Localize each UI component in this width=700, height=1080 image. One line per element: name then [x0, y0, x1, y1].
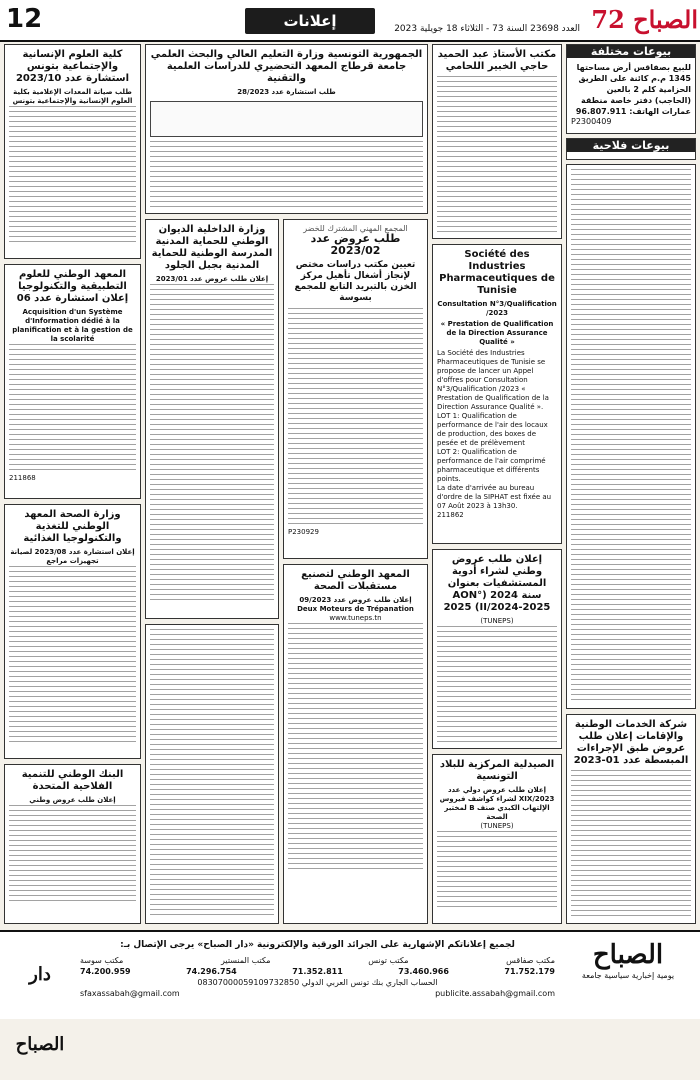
- ad-tag: (TUNEPS): [480, 822, 514, 830]
- ad-deadline: La date d'arrivée au bureau d'ordre de la SIPHAT est fixée au 07 Août 2023 à 13h30.: [437, 484, 552, 510]
- ad-expert-office: [432, 44, 562, 239]
- email-link[interactable]: publicite.assabah@gmail.com: [435, 989, 555, 998]
- body-text-block: [288, 308, 423, 528]
- ad-subtitle: (TUNEPS): [480, 617, 514, 625]
- ad-subtitle: طلب صيانة المعدات الإعلامية بكلية العلوم الإنسانية والإجتماعية بتونس: [12, 88, 133, 105]
- ad-humanities-faculty: [4, 44, 141, 259]
- logo-number: 72: [591, 5, 625, 34]
- ad-title: وزارة الداخلية الديوان الوطني للحماية المدنية المدرسة الوطنية للحماية المدنية بجبل الجلود: [151, 224, 273, 271]
- ad-health-institute: [283, 564, 428, 924]
- ad-siphat: [432, 244, 562, 544]
- ad-subtitle: إعلان طلب عروض عدد 2023/01: [155, 275, 269, 283]
- phone-number[interactable]: 74.296.754: [186, 967, 237, 976]
- ad-title: وزارة الصحة المعهد الوطني للتغذية والتكنولوجيا الغذائية: [23, 509, 122, 544]
- office-tunis: مكتب تونس: [368, 956, 409, 965]
- ad-heading: « Prestation de Qualification de la Direction Assurance Qualité »: [440, 320, 554, 346]
- ad-french-title: Acquisition d'un Système d'Information dédié à la planification et à la gestion de la scolarité: [12, 308, 133, 343]
- ad-subtitle: Consultation N°3/Qualification /2023: [437, 300, 557, 317]
- ad-title: بيوعات فلاحية: [567, 139, 695, 152]
- column-1: [566, 44, 696, 924]
- ad-central-pharmacy: [432, 754, 562, 924]
- column-2: [432, 44, 562, 924]
- page-header: [0, 0, 700, 42]
- footer-logo: الصباح: [592, 940, 664, 970]
- ad-code: P2300409: [571, 117, 612, 126]
- phone-number[interactable]: 74.200.959: [80, 967, 131, 976]
- ad-code: 211862: [437, 511, 464, 519]
- ad-subtitle: إعلان طلب عروض وطني: [29, 796, 116, 804]
- body-text-block: [437, 831, 557, 911]
- phone-number[interactable]: 71.752.179: [504, 967, 555, 976]
- ad-agri-listings: [566, 164, 696, 709]
- ad-agri-bank: [4, 764, 141, 924]
- ad-title: طلب عروض عدد 2023/02: [310, 232, 401, 257]
- office-sousse: مكتب سوسة: [80, 956, 124, 965]
- footer-offices: [80, 955, 555, 966]
- ad-title: البنك الوطني للتنمية الفلاحية المتحدة: [21, 769, 124, 792]
- ad-subtitle: إعلان طلب عروض عدد 09/2023: [299, 596, 412, 604]
- ad-title: كلية العلوم الإنسانية والإجتماعية بتونس استشارة عدد 2023/10: [15, 49, 130, 84]
- ad-services-notice: [566, 714, 696, 924]
- org-logo: المجمع المهني المشترك للخضر: [303, 224, 408, 233]
- body-text-block: [571, 770, 691, 920]
- phone-number[interactable]: 71.352.811: [292, 967, 343, 976]
- office-monastir: مكتب المنستير: [220, 956, 271, 965]
- ad-body: La Société des Industries Pharmaceutiques de Tunisie se propose de lancer un Appel d'offres pour Consultation N°3/Qualification /2023 « Prestation de Qualification de la Direction Assurance Qualité ».: [437, 349, 549, 411]
- footer-brand: [560, 940, 696, 1010]
- ad-subtitle: إعلان طلب عروض دولي عدد 2023/XIX لشراء كواشف فيروس الإلتهاب الكبدي صنف B لمختبر الصحة: [439, 786, 555, 821]
- body-text-block: [150, 629, 274, 919]
- ad-code: 211868: [9, 474, 36, 482]
- info-table: [150, 101, 423, 137]
- email-link[interactable]: sfaxassabah@gmail.com: [80, 989, 180, 998]
- ad-title: بيوعات مختلفة: [567, 45, 695, 58]
- column-4: [4, 44, 141, 924]
- ad-code: P230929: [288, 528, 319, 536]
- ad-brand: Deux Moteurs de Trépanation: [297, 605, 414, 613]
- footer-emails: [80, 988, 555, 999]
- ad-lot-2: LOT 2: Qualification de performance de l'air comprimé pharmaceutique et différents points.: [437, 448, 546, 483]
- ad-lot-1: LOT 1: Qualification de performance de l'air des locaux de production, des boxes de pesée et de prélèvement: [437, 412, 548, 447]
- column-3: [145, 44, 428, 924]
- ad-title: Société des Industries Pharmaceutiques de Tunisie: [439, 249, 555, 296]
- ad-title: مكتب الأستاذ عبد الحميد حاجي الخبير اللحامي: [437, 49, 557, 72]
- body-text-block: [437, 76, 557, 236]
- section-title: إعلانات: [245, 8, 375, 34]
- ad-title: المعهد الوطني للعلوم التطبيقية والتكنولوجيا إعلان استشارة عدد 06: [16, 269, 129, 304]
- ad-title: المعهد الوطني لتصنيع مستقبلات الصحة: [301, 569, 410, 592]
- body-text-block: [571, 169, 691, 704]
- ad-title: الصيدلية المركزية للبلاد التونسية: [439, 759, 555, 782]
- ad-body: للبيع بصفاقس أرض مساحتها 1345 م.م كائنة على الطريق الحزامية كلم 2 بالعين (الحاجب) دفتر خاصة منطقة عمارات الهاتف: 96.807.911: [575, 63, 691, 116]
- ad-misc-notices: [145, 624, 279, 924]
- ad-title: إعلان طلب عروض وطني لشراء أدوية المستشفيات بعنوان سنة 2024 (AON° II/2024-2025) 2025: [443, 554, 551, 613]
- ad-prep-institute: [145, 44, 428, 214]
- footer-phones: [80, 966, 555, 977]
- footer-slogan: لجميع إعلاناتكم الإشهارية على الجرائد الورقية والإلكترونية «دار الصباح» يرجى الإتصال بـ:: [120, 940, 515, 950]
- body-text-block: [150, 141, 423, 211]
- footer-tagline: يومية إخبارية سياسية جامعة: [581, 971, 675, 980]
- ad-hospital-drugs: [432, 549, 562, 749]
- footer-contacts: [80, 940, 555, 1010]
- ad-title: شركة الخدمات الوطنية والإقامات إعلان طلب عروض طبق الإجراءات المبسطة عدد 01-2023: [573, 719, 689, 766]
- ad-civil-protection: [145, 219, 279, 619]
- body-text-block: [9, 106, 136, 246]
- footer-dar-logo: دار الصباح: [15, 964, 65, 1055]
- phone-number[interactable]: 73.460.966: [398, 967, 449, 976]
- footer-account: الحساب الجاري بنك تونس العربي الدولي 08307000059109732850: [197, 978, 438, 987]
- ad-subtitle: طلب استشارة عدد 28/2023: [237, 88, 336, 96]
- page-number: 12: [6, 4, 43, 34]
- body-text-block: [288, 623, 423, 873]
- ad-website[interactable]: www.tuneps.tn: [329, 614, 382, 622]
- logo-word: الصباح: [633, 5, 698, 34]
- ad-nutrition-institute: [4, 504, 141, 759]
- body-text-block: [9, 805, 136, 905]
- page-footer: [0, 930, 700, 1055]
- body-text-block: [437, 626, 557, 746]
- ad-heading: تعيين مكتب دراسات مختص لإنجاز أشغال تأهيل مركز الخزن بالتبريد التابع للمجمع بسوسة: [294, 260, 417, 303]
- ad-misc-sales: [566, 44, 696, 134]
- body-text-block: [9, 344, 136, 474]
- body-text-block: [150, 284, 274, 604]
- ad-title: الجمهورية التونسية وزارة التعليم العالي والبحث العلمي جامعة قرطاج المعهد التحضيري للدراسات العلمية والتقنية: [150, 49, 423, 84]
- office-sfax: مكتب صفاقس: [506, 956, 555, 965]
- ad-vegetable-group: [283, 219, 428, 559]
- ad-subtitle: إعلان استشارة عدد 2023/08 لصيانة تجهيزات مراجع: [10, 548, 135, 565]
- body-text-block: [9, 566, 136, 746]
- edition-line: العدد 23698 السنة 73 - الثلاثاء 18 جويلية 2023: [394, 24, 580, 34]
- masthead-logo: [580, 0, 698, 40]
- ad-insat: [4, 264, 141, 499]
- ad-agri-sales-header: [566, 138, 696, 160]
